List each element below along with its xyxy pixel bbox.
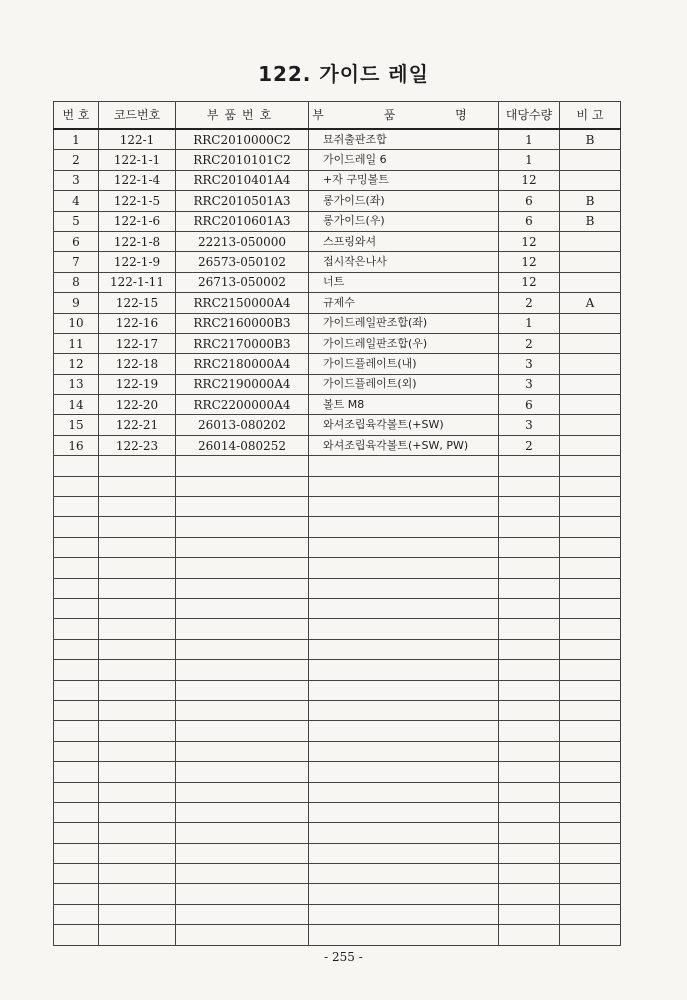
empty-cell — [176, 598, 309, 618]
cell-code: 122-1-6 — [99, 211, 176, 231]
cell-part-no: 26713-050002 — [176, 272, 309, 292]
cell-name: 가이드레일 6 — [309, 150, 499, 170]
empty-table-row — [54, 721, 621, 741]
cell-name: 묘쥐출판조합 — [309, 129, 499, 150]
cell-name: 너트 — [309, 272, 499, 292]
cell-no: 4 — [54, 191, 99, 211]
cell-name: 볼트 M8 — [309, 395, 499, 415]
cell-part-no: 26014-080252 — [176, 435, 309, 455]
empty-cell — [54, 782, 99, 802]
empty-cell — [309, 782, 499, 802]
cell-no: 5 — [54, 211, 99, 231]
empty-cell — [54, 619, 99, 639]
empty-cell — [54, 843, 99, 863]
cell-name: 가이드플레이트(내) — [309, 354, 499, 374]
empty-cell — [560, 456, 621, 476]
cell-no: 7 — [54, 252, 99, 272]
table-row — [54, 374, 621, 394]
empty-cell — [560, 925, 621, 945]
cell-remarks — [560, 374, 621, 394]
empty-table-row — [54, 639, 621, 659]
empty-cell — [560, 680, 621, 700]
cell-name: 가이드레일판조합(좌) — [309, 313, 499, 333]
cell-qty: 6 — [499, 395, 560, 415]
empty-cell — [309, 884, 499, 904]
empty-cell — [99, 802, 176, 822]
empty-cell — [99, 904, 176, 924]
empty-cell — [309, 558, 499, 578]
cell-code: 122-1-8 — [99, 231, 176, 251]
empty-cell — [99, 680, 176, 700]
empty-cell — [309, 700, 499, 720]
cell-code: 122-1 — [99, 129, 176, 150]
empty-table-row — [54, 864, 621, 884]
empty-table-row — [54, 762, 621, 782]
table-row — [54, 231, 621, 251]
empty-cell — [309, 517, 499, 537]
empty-cell — [54, 721, 99, 741]
empty-cell — [54, 700, 99, 720]
empty-cell — [99, 864, 176, 884]
cell-no: 12 — [54, 354, 99, 374]
table-header-row — [54, 102, 621, 130]
cell-part-no: RRC2010401A4 — [176, 170, 309, 190]
cell-part-no: 22213-050000 — [176, 231, 309, 251]
cell-code: 122-15 — [99, 293, 176, 313]
empty-cell — [499, 619, 560, 639]
empty-cell — [560, 864, 621, 884]
empty-cell — [99, 925, 176, 945]
empty-cell — [499, 700, 560, 720]
table-row — [54, 252, 621, 272]
empty-cell — [499, 639, 560, 659]
empty-cell — [309, 476, 499, 496]
empty-cell — [99, 558, 176, 578]
empty-cell — [499, 823, 560, 843]
empty-cell — [54, 762, 99, 782]
empty-cell — [54, 476, 99, 496]
empty-cell — [54, 497, 99, 517]
cell-qty: 12 — [499, 170, 560, 190]
cell-qty: 2 — [499, 333, 560, 353]
empty-table-row — [54, 904, 621, 924]
empty-cell — [309, 925, 499, 945]
cell-no: 1 — [54, 129, 99, 150]
empty-cell — [499, 476, 560, 496]
cell-no: 15 — [54, 415, 99, 435]
cell-code: 122-17 — [99, 333, 176, 353]
cell-part-no: 26013-080202 — [176, 415, 309, 435]
empty-cell — [309, 904, 499, 924]
empty-cell — [176, 476, 309, 496]
empty-table-row — [54, 619, 621, 639]
empty-cell — [54, 802, 99, 822]
empty-cell — [176, 456, 309, 476]
cell-remarks — [560, 150, 621, 170]
empty-cell — [309, 660, 499, 680]
cell-no: 10 — [54, 313, 99, 333]
empty-cell — [560, 578, 621, 598]
empty-table-row — [54, 517, 621, 537]
cell-name: 가이드레일판조합(우) — [309, 333, 499, 353]
empty-cell — [54, 558, 99, 578]
table-row — [54, 333, 621, 353]
empty-cell — [176, 741, 309, 761]
cell-qty: 3 — [499, 374, 560, 394]
cell-name: 롱가이드(좌) — [309, 191, 499, 211]
cell-qty: 2 — [499, 293, 560, 313]
table-row — [54, 415, 621, 435]
cell-remarks — [560, 170, 621, 190]
empty-cell — [309, 741, 499, 761]
cell-remarks: B — [560, 191, 621, 211]
cell-part-no: RRC2010000C2 — [176, 129, 309, 150]
header-remarks: 비 고 — [560, 102, 621, 130]
table-row — [54, 435, 621, 455]
cell-qty: 12 — [499, 252, 560, 272]
empty-cell — [309, 456, 499, 476]
empty-cell — [309, 802, 499, 822]
empty-table-row — [54, 741, 621, 761]
empty-cell — [176, 537, 309, 557]
empty-cell — [54, 823, 99, 843]
cell-qty: 1 — [499, 129, 560, 150]
table-row — [54, 354, 621, 374]
cell-code: 122-1-1 — [99, 150, 176, 170]
table-row — [54, 293, 621, 313]
table-row — [54, 395, 621, 415]
cell-part-no: RRC2010101C2 — [176, 150, 309, 170]
empty-cell — [560, 884, 621, 904]
empty-cell — [560, 517, 621, 537]
empty-cell — [309, 639, 499, 659]
empty-cell — [560, 762, 621, 782]
empty-cell — [499, 558, 560, 578]
empty-cell — [499, 925, 560, 945]
empty-cell — [560, 660, 621, 680]
empty-cell — [176, 660, 309, 680]
cell-part-no: RRC2160000B3 — [176, 313, 309, 333]
empty-cell — [54, 884, 99, 904]
empty-table-row — [54, 843, 621, 863]
empty-cell — [309, 497, 499, 517]
empty-cell — [99, 700, 176, 720]
empty-cell — [309, 680, 499, 700]
empty-cell — [560, 598, 621, 618]
empty-cell — [560, 904, 621, 924]
cell-name: 접시작은나사 — [309, 252, 499, 272]
cell-name: 롱가이드(우) — [309, 211, 499, 231]
empty-table-row — [54, 680, 621, 700]
empty-cell — [176, 619, 309, 639]
empty-table-row — [54, 700, 621, 720]
empty-cell — [99, 762, 176, 782]
cell-name: 규제수 — [309, 293, 499, 313]
empty-cell — [309, 762, 499, 782]
cell-name: 가이드플레이트(외) — [309, 374, 499, 394]
empty-cell — [99, 782, 176, 802]
cell-no: 9 — [54, 293, 99, 313]
table-row — [54, 211, 621, 231]
empty-cell — [54, 925, 99, 945]
empty-cell — [54, 517, 99, 537]
cell-code: 122-20 — [99, 395, 176, 415]
empty-cell — [560, 802, 621, 822]
cell-part-no: RRC2010601A3 — [176, 211, 309, 231]
table-row — [54, 313, 621, 333]
table-row — [54, 129, 621, 150]
empty-table-row — [54, 537, 621, 557]
empty-table-row — [54, 558, 621, 578]
table-row — [54, 191, 621, 211]
empty-cell — [176, 782, 309, 802]
empty-cell — [176, 843, 309, 863]
cell-qty: 2 — [499, 435, 560, 455]
empty-cell — [176, 517, 309, 537]
empty-cell — [560, 721, 621, 741]
empty-cell — [99, 619, 176, 639]
empty-cell — [309, 843, 499, 863]
cell-code: 122-1-9 — [99, 252, 176, 272]
empty-cell — [176, 925, 309, 945]
empty-cell — [99, 578, 176, 598]
cell-remarks — [560, 395, 621, 415]
empty-cell — [560, 639, 621, 659]
empty-cell — [499, 741, 560, 761]
cell-no: 8 — [54, 272, 99, 292]
cell-qty: 12 — [499, 231, 560, 251]
empty-cell — [560, 476, 621, 496]
parts-table — [53, 101, 621, 946]
empty-cell — [176, 864, 309, 884]
empty-table-row — [54, 782, 621, 802]
table-row — [54, 170, 621, 190]
table-body — [54, 129, 621, 945]
cell-no: 13 — [54, 374, 99, 394]
empty-cell — [54, 639, 99, 659]
cell-qty: 12 — [499, 272, 560, 292]
cell-name: 와셔조립육각볼트(+SW, PW) — [309, 435, 499, 455]
cell-code: 122-21 — [99, 415, 176, 435]
empty-cell — [499, 660, 560, 680]
empty-cell — [560, 700, 621, 720]
empty-cell — [176, 497, 309, 517]
cell-remarks — [560, 354, 621, 374]
cell-no: 14 — [54, 395, 99, 415]
empty-cell — [176, 762, 309, 782]
cell-no: 16 — [54, 435, 99, 455]
table-row — [54, 150, 621, 170]
empty-cell — [99, 660, 176, 680]
cell-part-no: RRC2190000A4 — [176, 374, 309, 394]
page-number: - 255 - — [324, 950, 363, 964]
empty-table-row — [54, 497, 621, 517]
cell-code: 122-18 — [99, 354, 176, 374]
empty-cell — [499, 782, 560, 802]
empty-cell — [99, 497, 176, 517]
empty-cell — [499, 456, 560, 476]
cell-code: 122-19 — [99, 374, 176, 394]
header-no: 번 호 — [54, 102, 99, 130]
empty-cell — [309, 598, 499, 618]
header-name: 부 품 명 — [309, 102, 499, 130]
empty-cell — [309, 721, 499, 741]
cell-qty: 3 — [499, 415, 560, 435]
cell-qty: 6 — [499, 211, 560, 231]
cell-part-no: 26573-050102 — [176, 252, 309, 272]
empty-cell — [99, 639, 176, 659]
empty-cell — [99, 741, 176, 761]
cell-no: 6 — [54, 231, 99, 251]
empty-cell — [54, 904, 99, 924]
empty-cell — [99, 843, 176, 863]
empty-table-row — [54, 823, 621, 843]
empty-table-row — [54, 660, 621, 680]
empty-cell — [99, 517, 176, 537]
empty-cell — [176, 904, 309, 924]
cell-remarks: B — [560, 129, 621, 150]
cell-part-no: RRC2180000A4 — [176, 354, 309, 374]
empty-cell — [309, 864, 499, 884]
empty-cell — [499, 864, 560, 884]
empty-table-row — [54, 476, 621, 496]
empty-cell — [560, 782, 621, 802]
empty-cell — [54, 864, 99, 884]
empty-table-row — [54, 802, 621, 822]
cell-qty: 1 — [499, 313, 560, 333]
cell-code: 122-16 — [99, 313, 176, 333]
cell-code: 122-1-5 — [99, 191, 176, 211]
empty-table-row — [54, 456, 621, 476]
cell-part-no: RRC2170000B3 — [176, 333, 309, 353]
cell-no: 3 — [54, 170, 99, 190]
header-qty: 대당수량 — [499, 102, 560, 130]
empty-cell — [309, 537, 499, 557]
empty-cell — [176, 578, 309, 598]
cell-remarks: B — [560, 211, 621, 231]
empty-cell — [99, 884, 176, 904]
empty-cell — [560, 558, 621, 578]
empty-cell — [499, 884, 560, 904]
empty-cell — [176, 721, 309, 741]
cell-remarks — [560, 435, 621, 455]
cell-remarks: A — [560, 293, 621, 313]
cell-code: 122-1-4 — [99, 170, 176, 190]
empty-cell — [309, 823, 499, 843]
cell-part-no: RRC2010501A3 — [176, 191, 309, 211]
empty-cell — [176, 823, 309, 843]
empty-cell — [54, 680, 99, 700]
cell-qty: 1 — [499, 150, 560, 170]
empty-cell — [54, 598, 99, 618]
empty-cell — [54, 578, 99, 598]
empty-cell — [54, 456, 99, 476]
cell-no: 11 — [54, 333, 99, 353]
cell-name: 와셔조립육각볼트(+SW) — [309, 415, 499, 435]
page-title: 122. 가이드 레일 — [258, 62, 429, 86]
empty-cell — [99, 823, 176, 843]
empty-cell — [176, 680, 309, 700]
empty-cell — [176, 802, 309, 822]
cell-code: 122-23 — [99, 435, 176, 455]
empty-cell — [176, 884, 309, 904]
empty-cell — [560, 619, 621, 639]
header-code: 코드번호 — [99, 102, 176, 130]
empty-cell — [499, 843, 560, 863]
empty-cell — [176, 639, 309, 659]
empty-cell — [99, 476, 176, 496]
cell-remarks — [560, 231, 621, 251]
cell-code: 122-1-11 — [99, 272, 176, 292]
empty-cell — [499, 578, 560, 598]
cell-remarks — [560, 252, 621, 272]
empty-cell — [499, 680, 560, 700]
cell-name: 스프링와셔 — [309, 231, 499, 251]
empty-cell — [54, 537, 99, 557]
empty-cell — [99, 537, 176, 557]
empty-cell — [499, 802, 560, 822]
cell-qty: 6 — [499, 191, 560, 211]
empty-cell — [54, 741, 99, 761]
empty-table-row — [54, 598, 621, 618]
table-row — [54, 272, 621, 292]
empty-cell — [99, 598, 176, 618]
cell-part-no: RRC2150000A4 — [176, 293, 309, 313]
empty-table-row — [54, 578, 621, 598]
empty-cell — [99, 721, 176, 741]
empty-table-row — [54, 884, 621, 904]
empty-cell — [560, 537, 621, 557]
cell-no: 2 — [54, 150, 99, 170]
cell-remarks — [560, 272, 621, 292]
empty-cell — [499, 721, 560, 741]
empty-cell — [560, 741, 621, 761]
empty-cell — [560, 843, 621, 863]
empty-table-row — [54, 925, 621, 945]
empty-cell — [499, 497, 560, 517]
cell-part-no: RRC2200000A4 — [176, 395, 309, 415]
empty-cell — [560, 823, 621, 843]
empty-cell — [309, 578, 499, 598]
empty-cell — [176, 700, 309, 720]
cell-remarks — [560, 415, 621, 435]
empty-cell — [499, 904, 560, 924]
empty-cell — [499, 517, 560, 537]
empty-cell — [309, 619, 499, 639]
empty-cell — [499, 762, 560, 782]
empty-cell — [499, 598, 560, 618]
empty-cell — [99, 456, 176, 476]
cell-remarks — [560, 313, 621, 333]
empty-cell — [54, 660, 99, 680]
cell-remarks — [560, 333, 621, 353]
cell-name: +자 구밍볼트 — [309, 170, 499, 190]
empty-cell — [176, 558, 309, 578]
empty-cell — [560, 497, 621, 517]
empty-cell — [499, 537, 560, 557]
header-part-no: 부품번호 — [176, 102, 309, 130]
cell-qty: 3 — [499, 354, 560, 374]
